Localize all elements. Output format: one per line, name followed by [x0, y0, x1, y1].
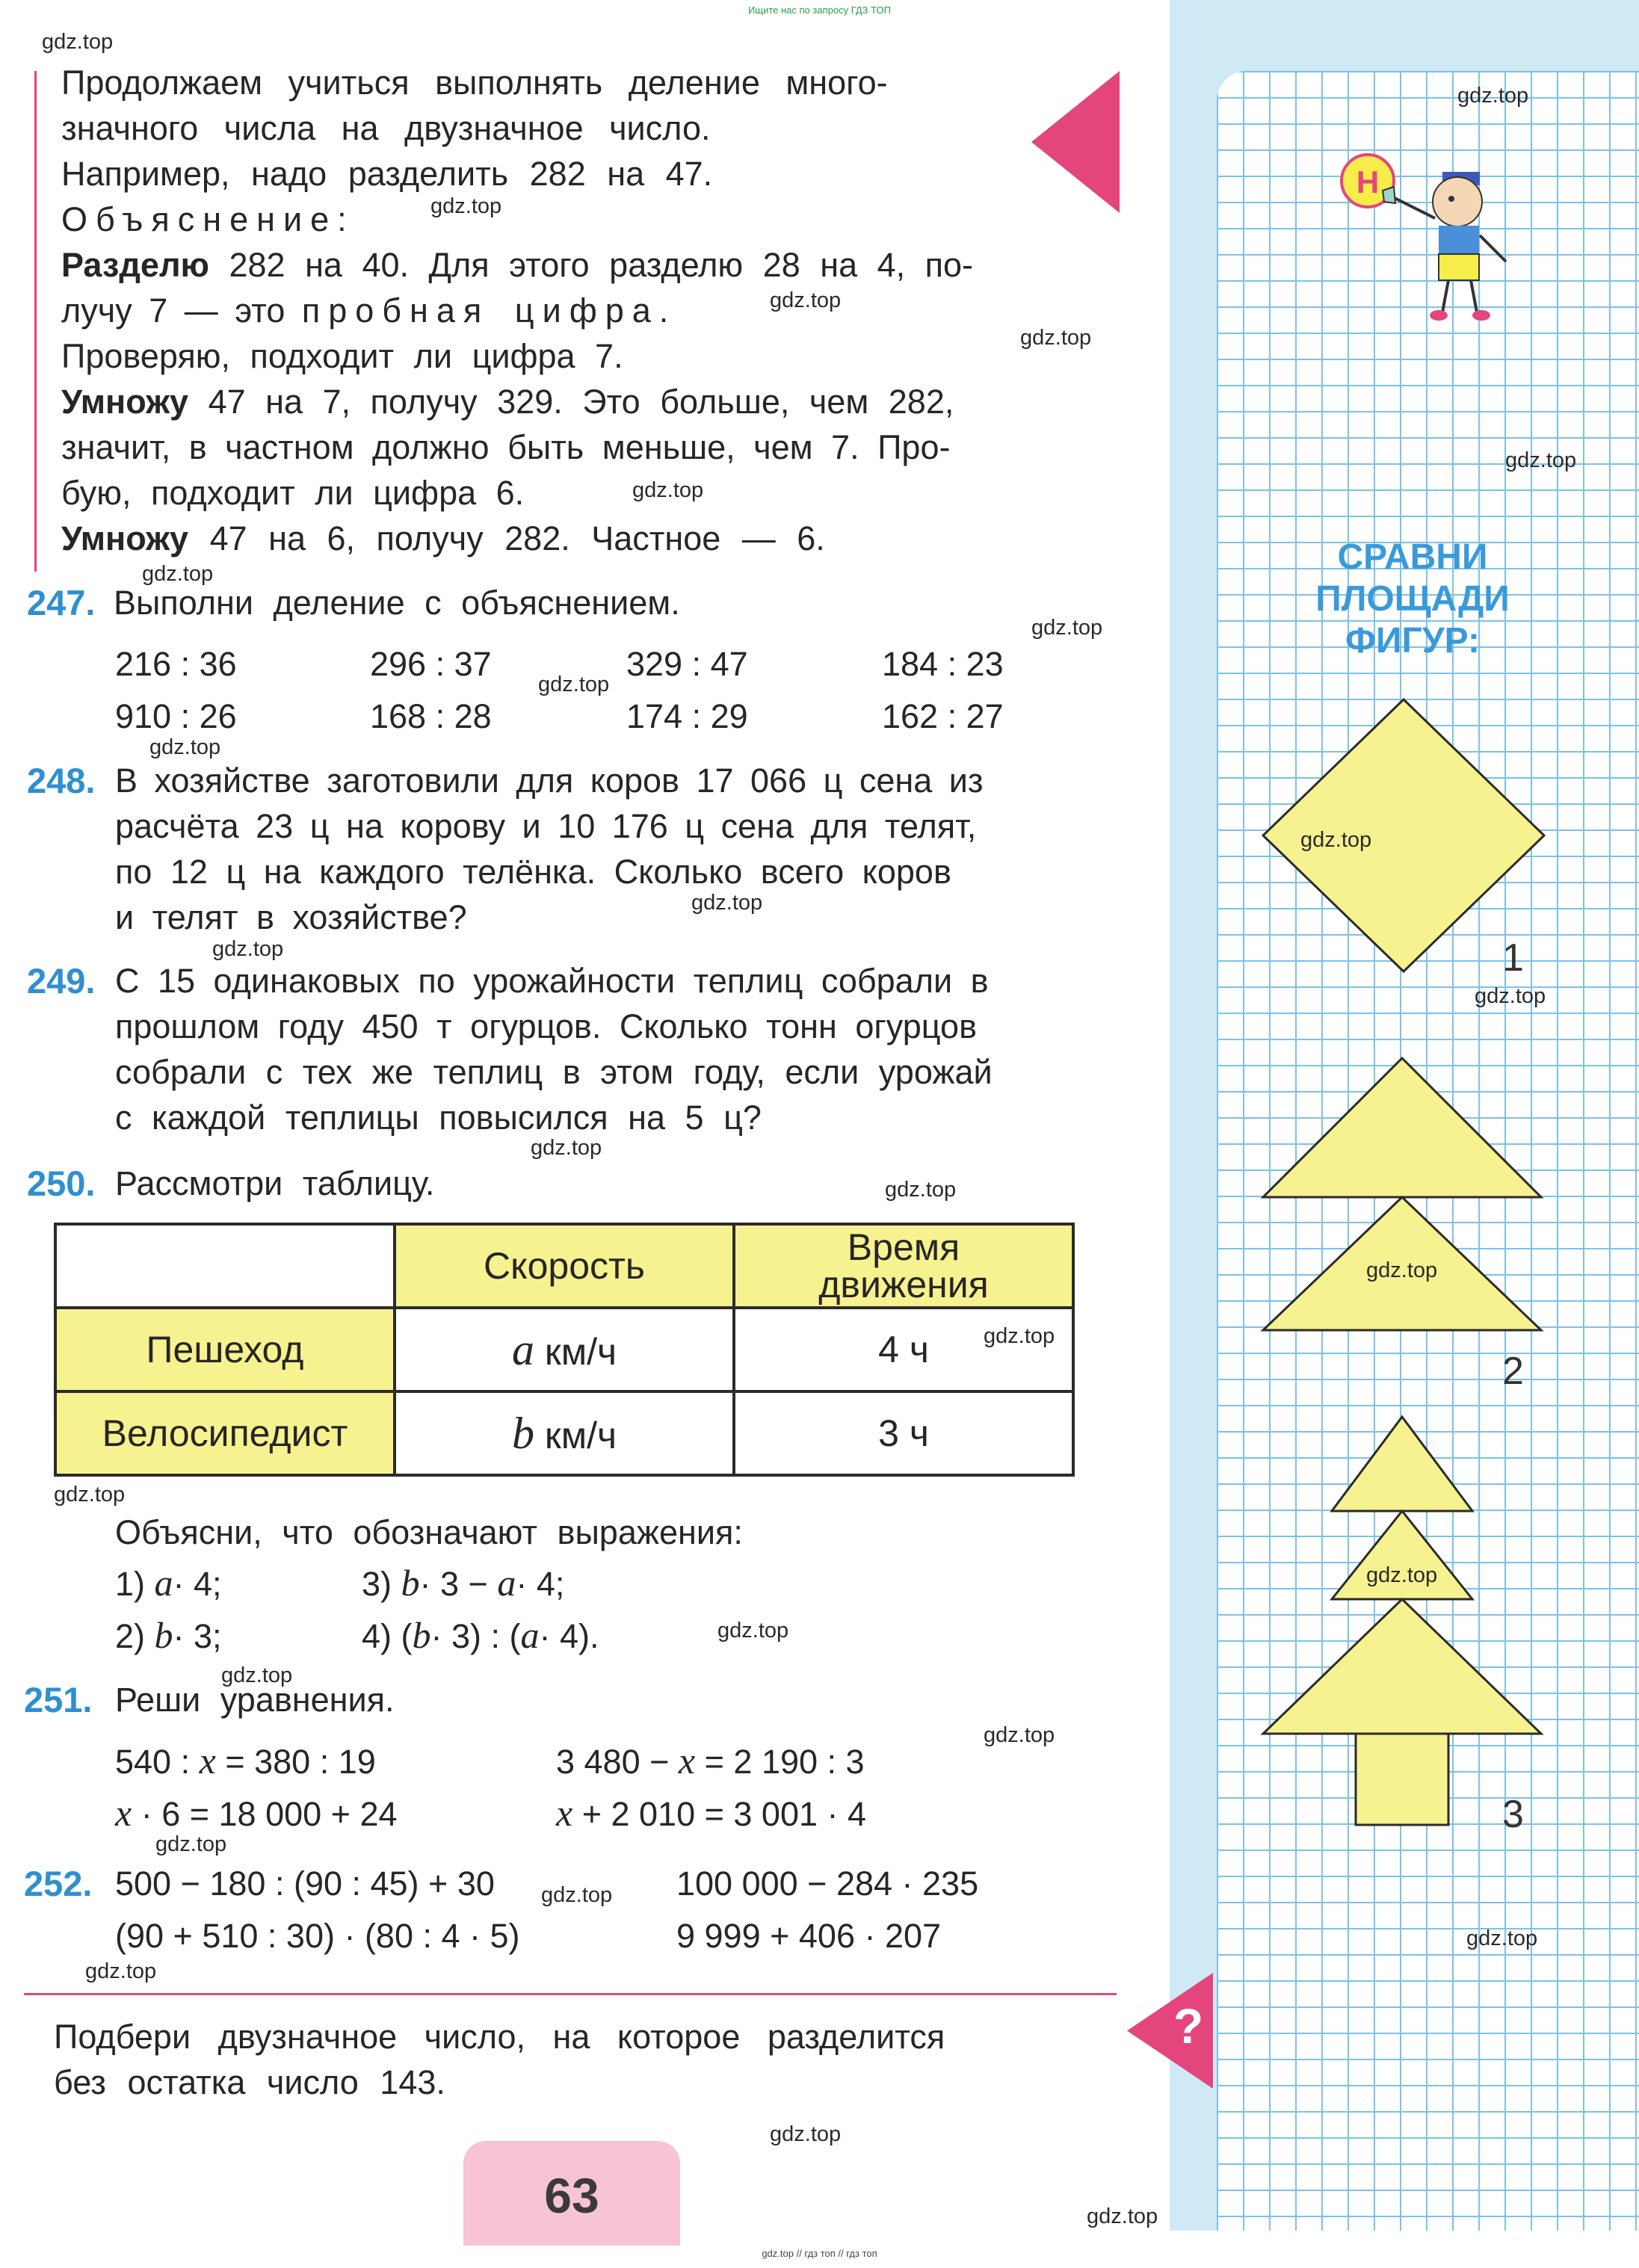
bonus-task-line-2: без остатка число 143. — [54, 2063, 445, 2101]
exercise-250-expr-1: 1) a· 4; — [115, 1562, 222, 1604]
intro-line-7: Проверяю, подходит ли цифра 7. — [61, 337, 623, 375]
exercise-248-line: по 12 ц на каждого телёнка. Сколько всего коров — [115, 853, 951, 891]
exercise-252-item: (90 + 510 : 30) · (80 : 4 · 5) — [115, 1917, 520, 1955]
exercise-252-item: 9 999 + 406 · 207 — [676, 1917, 942, 1955]
bonus-task-line-1: Подбери двузначное число, на которое разделится — [54, 2018, 945, 2056]
watermark: gdz.top — [538, 673, 610, 696]
figure-2-triangles — [1256, 1054, 1555, 1338]
exercise-249-line: С 15 одинаковых по урожайности теплиц собрали в — [115, 962, 989, 1000]
watermark: gdz.top — [541, 1883, 613, 1907]
exercise-250-expr-3: 3) b· 3 − a· 4; — [362, 1562, 565, 1604]
top-note: Ищите нас по запросу ГДЗ ТОП — [748, 4, 891, 16]
watermark: gdz.top — [1300, 828, 1372, 852]
table-cell-pedestrian: Пешеход — [55, 1308, 395, 1391]
exercise-247-item: 168 : 28 — [370, 697, 492, 735]
watermark: gdz.top — [984, 1723, 1055, 1747]
intro-line-1: Продолжаем учиться выполнять деление много- — [61, 64, 888, 102]
mascot-badge-letter: Н — [1356, 164, 1380, 200]
watermark: gdz.top — [691, 891, 763, 915]
intro-line-5: Разделю 282 на 40. Для этого разделю 28 на 4, по- — [61, 246, 974, 284]
exercise-251-text: Реши уравнения. — [115, 1681, 395, 1719]
watermark: gdz.top — [1466, 1926, 1538, 1950]
exercise-247-item: 184 : 23 — [882, 645, 1004, 683]
equation-3: x · 6 = 18 000 + 24 — [115, 1792, 398, 1834]
table-header-speed: Скорость — [395, 1224, 734, 1308]
watermark: gdz.top — [142, 562, 214, 586]
table-cell-pedestrian-speed: a км/ч — [395, 1308, 734, 1391]
exercise-247-number: 247. — [27, 583, 96, 622]
exercise-249-number: 249. — [27, 961, 96, 1001]
intro-line-8: Умножу 47 на 7, получу 329. Это больше, чем 282, — [61, 383, 954, 421]
exercise-250-number: 250. — [27, 1164, 96, 1203]
table-cell-empty — [55, 1224, 395, 1308]
watermark: gdz.top — [1505, 448, 1577, 472]
exercise-247-item: 174 : 29 — [626, 697, 748, 735]
exercise-252-item: 100 000 − 284 · 235 — [676, 1864, 979, 1903]
equation-1: 540 : x = 380 : 19 — [115, 1740, 376, 1782]
page-number: 63 — [544, 2168, 599, 2223]
watermark: gdz.top — [770, 288, 842, 312]
exercise-248-line: и телят в хозяйстве? — [115, 898, 467, 936]
watermark: gdz.top — [1457, 84, 1529, 108]
exercise-252-number: 252. — [24, 1864, 93, 1903]
exercise-249-line: с каждой теплицы повысился на 5 ц? — [115, 1099, 762, 1137]
watermark: gdz.top — [1366, 1258, 1438, 1282]
exercise-248-line: расчёта 23 ц на корову и 10 176 ц сена для телят, — [115, 807, 977, 845]
table-row — [55, 1308, 1073, 1391]
exercise-247-item: 910 : 26 — [115, 697, 237, 735]
equation-2: 3 480 − x = 2 190 : 3 — [556, 1740, 865, 1782]
table-row — [55, 1391, 1073, 1475]
watermark: gdz.top — [1087, 2204, 1158, 2228]
exercise-249-line: собрали с тех же теплиц в этом году, если урожай — [115, 1053, 993, 1091]
watermark: gdz.top — [85, 1959, 157, 1983]
table-header-time: Время движения — [734, 1224, 1073, 1308]
watermark: gdz.top — [1020, 326, 1092, 350]
watermark: gdz.top — [632, 478, 704, 502]
watermark: gdz.top — [430, 194, 502, 218]
intro-line-10: бую, подходит ли цифра 6. — [61, 474, 525, 512]
exercise-248-line: В хозяйстве заготовили для коров 17 066 ц сена из — [115, 761, 984, 800]
exercise-248-number: 248. — [27, 761, 96, 800]
exercise-250-text: Рассмотри таблицу. — [115, 1164, 435, 1202]
exercise-249-line: прошлом году 450 т огурцов. Сколько тонн огурцов — [115, 1007, 977, 1045]
exercise-247-item: 329 : 47 — [626, 645, 748, 683]
table-cell-cyclist-speed: b км/ч — [395, 1391, 734, 1475]
exercise-251-number: 251. — [24, 1680, 93, 1719]
watermark: gdz.top — [54, 1483, 126, 1507]
mascot-figure — [1323, 149, 1517, 329]
watermark: gdz.top — [1031, 616, 1103, 640]
bonus-divider — [24, 1993, 1117, 1995]
intro-line-3: Например, надо разделить 282 на 47. — [61, 155, 713, 193]
watermark: gdz.top — [770, 2122, 842, 2146]
exercise-250-expr-4: 4) (b· 3) : (a· 4). — [362, 1614, 599, 1656]
exercise-247-item: 216 : 36 — [115, 645, 237, 683]
watermark: gdz.top — [212, 937, 284, 961]
figure-1-label: 1 — [1502, 936, 1524, 980]
figure-3-tree — [1256, 1412, 1555, 1831]
intro-line-4: Объяснение: — [61, 200, 355, 238]
watermark: gdz.top — [1475, 984, 1546, 1008]
exercise-247-item: 296 : 37 — [370, 645, 492, 683]
figure-3-label: 3 — [1502, 1793, 1524, 1836]
watermark: gdz.top — [984, 1324, 1055, 1348]
exercise-250-expr-2: 2) b· 3; — [115, 1614, 222, 1656]
watermark: gdz.top — [717, 1619, 789, 1643]
table-cell-pedestrian-time: 4 ч — [734, 1308, 1073, 1391]
exercise-247-item: 162 : 27 — [882, 697, 1004, 735]
table-row — [55, 1224, 1073, 1308]
equation-4: x + 2 010 = 3 001 · 4 — [556, 1792, 867, 1834]
bottom-note: gdz.top // гдз топ // гдз топ — [762, 2248, 877, 2259]
exercise-247-text: Выполни деление с объяснением. — [114, 584, 680, 622]
watermark: gdz.top — [155, 1832, 227, 1856]
table-cell-cyclist-time: 3 ч — [734, 1391, 1073, 1475]
watermark: gdz.top — [1366, 1563, 1438, 1587]
question-mark-icon: ? — [1173, 1998, 1204, 2054]
compare-areas-title: СРАВНИ ПЛОЩАДИ ФИГУР: — [1315, 537, 1510, 661]
intro-line-9: значит, в частном должно быть меньше, чем 7. Про- — [61, 428, 951, 466]
intro-line-11: Умножу 47 на 6, получу 282. Частное — 6. — [61, 519, 825, 557]
pink-triangle-marker — [1031, 71, 1120, 213]
watermark: gdz.top — [149, 735, 221, 759]
intro-line-2: значного числа на двузначное число. — [61, 109, 711, 147]
watermark: gdz.top — [885, 1178, 957, 1202]
watermark: gdz.top — [42, 30, 114, 54]
table-cell-cyclist: Велосипедист — [55, 1391, 395, 1475]
watermark: gdz.top — [221, 1663, 293, 1687]
speed-time-table — [54, 1223, 1075, 1477]
exercise-252-item: 500 − 180 : (90 : 45) + 30 — [115, 1864, 495, 1903]
intro-accent-bar — [34, 71, 37, 572]
intro-line-6: лучу 7 — это пробная цифра. — [61, 291, 677, 330]
exercise-250-question: Объясни, что обозначают выражения: — [115, 1513, 743, 1551]
watermark: gdz.top — [531, 1136, 602, 1160]
figure-2-label: 2 — [1502, 1350, 1524, 1393]
